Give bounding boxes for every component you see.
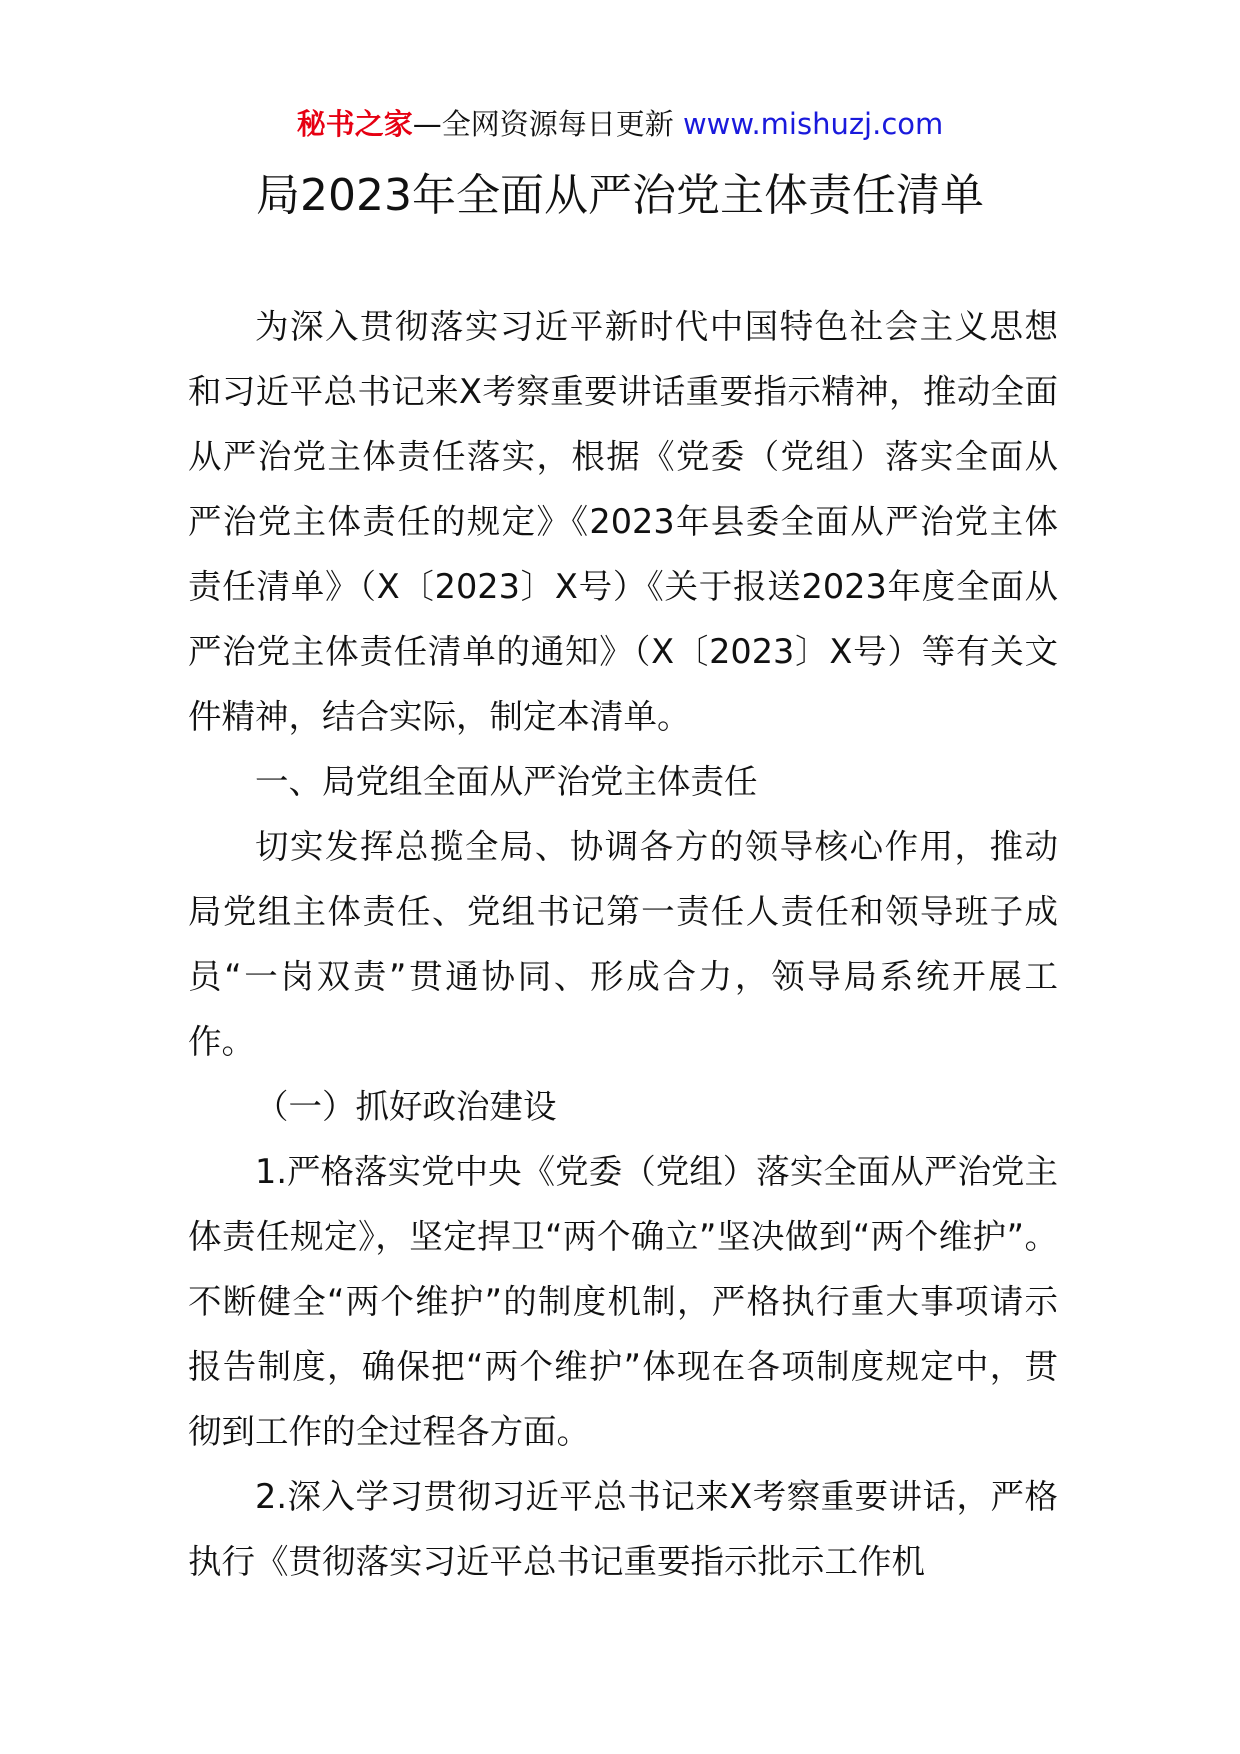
document-title: 局2023年全面从严治党主体责任清单 (256, 170, 984, 221)
document-body (188, 294, 1058, 1594)
intro-paragraph: 为深入贯彻落实习近平新时代中国特色社会主义思想和习近平总书记来X考察重要讲话重要指示精神，推动全面从严治党主体责任落实，根据《党委（党组）落实全面从严治党主体责任的规定》《2023年县委全面从严治党主体责任清单》（X〔2023〕X号）《关于报送2023年度全面从严治党主体责任清单的通知》（X〔2023〕X号）等有关文件精神，结合实际，制定本清单。 (188, 307, 1058, 736)
site-url-link[interactable]: www.mishuzj.com (682, 107, 944, 141)
numbered-paragraph-2: 2.深入学习贯彻习近平总书记来X考察重要讲话，严格执行《贯彻落实习近平总书记重要指示批示工作机 (188, 1477, 1058, 1581)
subsection-heading: （一）抓好政治建设 (255, 1087, 557, 1126)
site-tagline: —全网资源每日更新 (412, 107, 674, 141)
section-heading: 一、局党组全面从严治党主体责任 (255, 762, 758, 801)
numbered-paragraph-1: 1.严格落实党中央《党委（党组）落实全面从严治党主体责任规定》，坚定捍卫“两个确立”坚决做到“两个维护”。不断健全“两个维护”的制度机制，严格执行重大事项请示报告制度，确保把“两个维护”体现在各项制度规定中，贯彻到工作的全过程各方面。 (188, 1152, 1058, 1451)
section-paragraph: 切实发挥总揽全局、协调各方的领导核心作用，推动局党组主体责任、党组书记第一责任人责任和领导班子成员“一岗双责”贯通协同、形成合力，领导局系统开展工作。 (188, 827, 1058, 1061)
site-header (0, 104, 1240, 144)
site-brand: 秘书之家 (296, 107, 413, 141)
